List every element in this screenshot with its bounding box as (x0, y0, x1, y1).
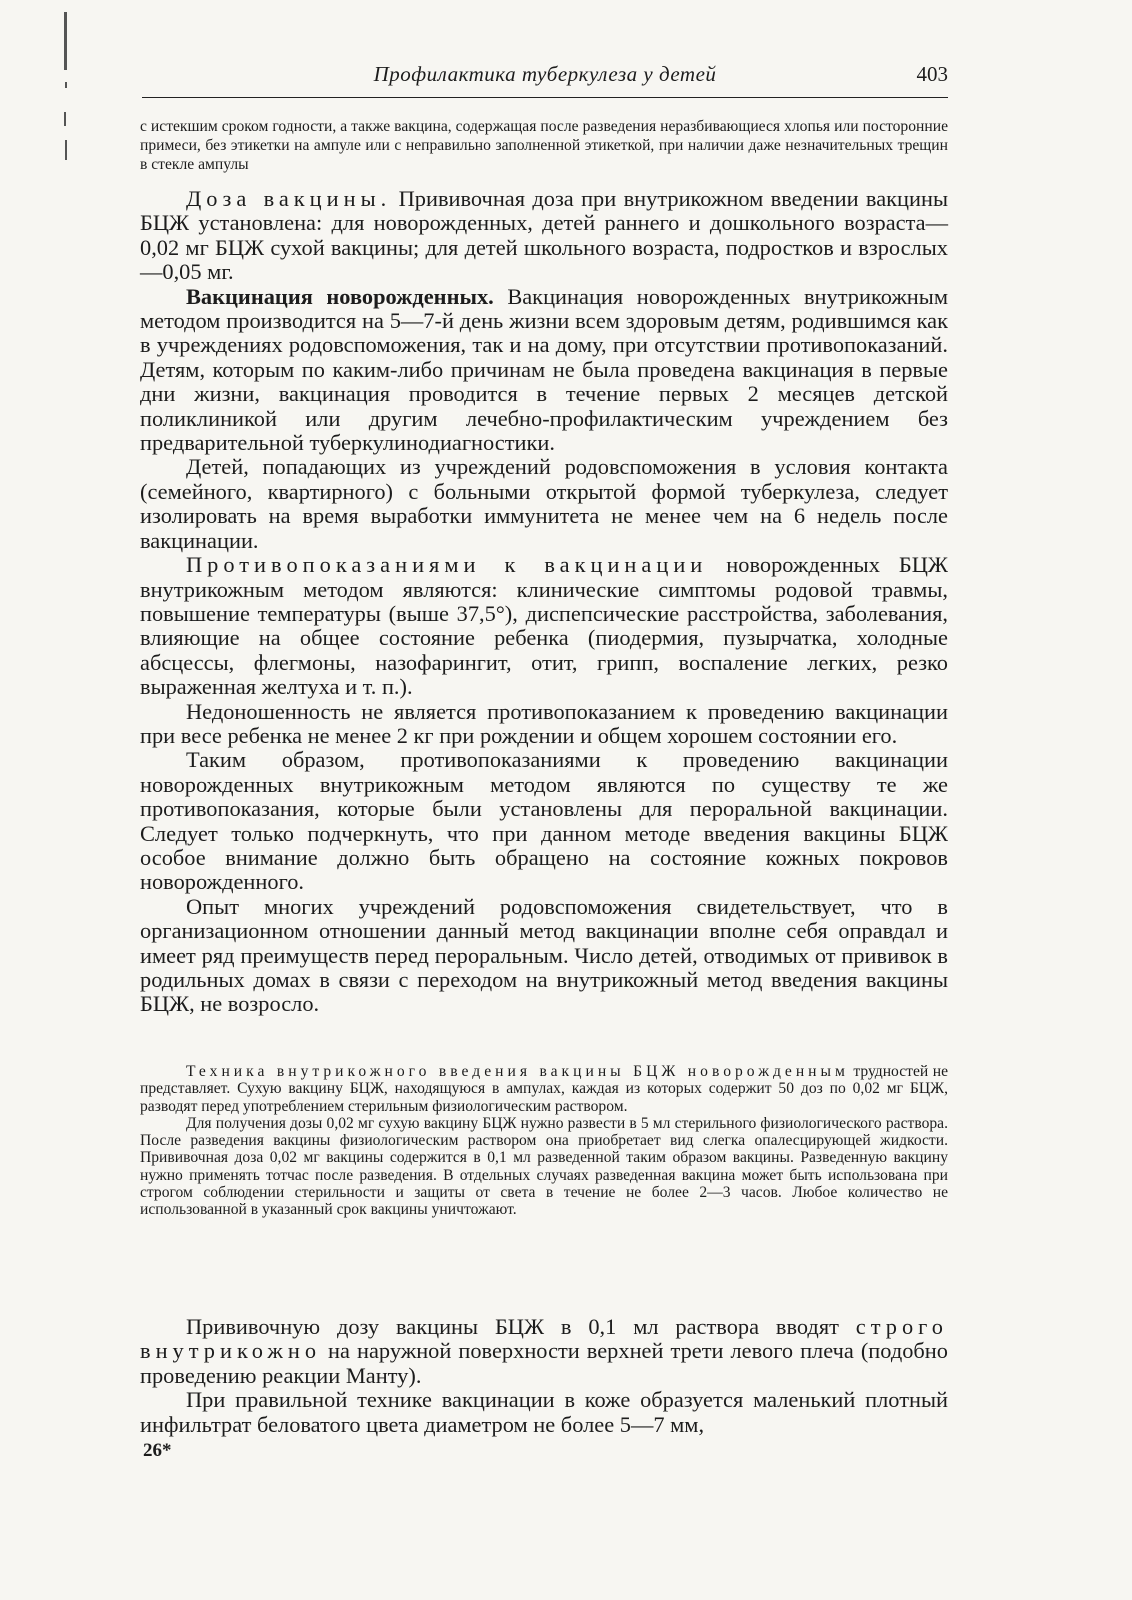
injection-emphasis: строго внутрикожно (140, 1314, 948, 1364)
premature-paragraph: Недоношенность не является противопоказанием к проведению вакцинации при весе ребенка не менее 2 кг при рождении и общем хорошем состоянии его. (140, 698, 948, 748)
newborn-paragraph (140, 285, 948, 456)
main-body (140, 187, 948, 1017)
running-title: Профилактика туберкулеза у детей (373, 62, 717, 86)
dose-paragraph (140, 187, 948, 285)
injection-text-after: на наружной поверхности верхней трети левого плеча (подобно проведению реакции Манту). (140, 1338, 948, 1388)
infiltrate-paragraph: При правильной технике вакцинации в коже образуется маленький плотный инфильтрат беловатого цвета диаметром не более 5—7 мм, (140, 1387, 948, 1437)
dose-heading: Доза вакцины. (186, 186, 392, 211)
technique-heading: Техника внутрикожного введения вакцины БЦЖ новорожденным (186, 1063, 849, 1080)
top-paragraph: с истекшим сроком годности, а также вакцина, содержащая после разведения неразбивающиеся хлопья или посторонние примеси, без этикетки на ампуле или с неправильно заполненной этикеткой, при наличии даже незначительных трещин в стекле ампулы (140, 118, 948, 173)
signature-mark: 26* (143, 1440, 172, 1461)
dilution-paragraph: Для получения дозы 0,02 мг сухую вакцину БЦЖ нужно развести в 5 мл стерильного физиологического раствора. После разведения вакцины физиологическим раствором она приобретает вид слегка опалесцирующей жидкости. Прививочная доза 0,02 мг вакцины содержится в 0,1 мл разведенной таким образом вакцины. Разведенную вакцину нужно применять тотчас после разведения. В отдельных случаях разведенная вакцина может быть использована при строгом соблюдении стерильности и защиты от света в течение не более 2—3 часов. Любое количество не использованной в указанный срок вакцины уничтожают. (140, 1114, 948, 1219)
page-header (142, 62, 948, 96)
newborn-text: Вакцинация новорожденных внутрикожным методом производится на 5—7-й день жизни всем здоровым детям, родившимся как в учреждениях родовспоможения, так и на дому, при отсутствии противопоказаний. Детям, которым по каким-либо причинам не была проведена вакцинация в первые дни жизни, вакцинация проводится в течение первых 2 месяцев детской поликлиникой или другим лечебно-профилактическим учреждением без предварительной туберкулинодиагностики. (140, 283, 948, 456)
lower-body (140, 1315, 948, 1437)
header-rule (142, 97, 948, 98)
contra-paragraph (140, 553, 948, 699)
injection-text-before: Прививочную дозу вакцины БЦЖ в 0,1 мл раствора вводят (186, 1314, 856, 1339)
summary-paragraph: Таким образом, противопоказаниями к проведению вакцинации новорожденных внутрикожным методом являются по существу те же противопоказания, которые были установлены для пероральной вакцинации. Следует только подчеркнуть, что при данном методе введения вакцины БЦЖ особое внимание должно быть обращено на состояние кожных покровов новорожденного. (140, 747, 948, 895)
experience-paragraph: Опыт многих учреждений родовспоможения свидетельствует, что в организационном отношении данный метод вакцинации вполне себя оправдал и имеет ряд преимуществ перед пероральным. Число детей, отводимых от прививок в родильных домах в связи с переходом на внутрикожный метод введения вакцины БЦЖ, не возросло. (140, 893, 948, 1017)
top-paragraph-block (140, 117, 948, 174)
scan-margin-marks (58, 12, 78, 182)
technique-block (140, 1063, 948, 1219)
injection-paragraph (140, 1315, 948, 1388)
technique-text: трудностей не представляет. Сухую вакцину БЦЖ, находящуюся в ампулах, каждая из которых содержит 50 доз по 0,02 мг БЦЖ, разводят перед употреблением стерильным физиологическим раствором. (140, 1063, 948, 1115)
newborn-heading: Вакцинация новорожденных. (186, 283, 494, 309)
technique-paragraph (140, 1063, 948, 1115)
isolation-paragraph: Детей, попадающих из учреждений родовспоможения в условия контакта (семейного, квартирного) с больными открытой формой туберкулеза, следует изолировать на время выработки иммунитета не менее чем на 6 недель после вакцинации. (140, 454, 948, 553)
contra-text: новорожденных БЦЖ внутрикожным методом являются: клинические симптомы родовой травмы, повышение температуры (выше 37,5°), диспепсические расстройства, заболевания, влияющие на общее состояние ребенка (пиодермия, пузырчатка, холодные абсцессы, флегмоны, назофарингит, отит, грипп, воспаление легких, резко выраженная желтуха и т. п.). (140, 552, 948, 700)
page-number: 403 (916, 62, 948, 86)
dose-text: Прививочная доза при внутрикожном введении вакцины БЦЖ установлена: для новорожденных, детей раннего и дошкольного возраста—0,02 мг БЦЖ сухой вакцины; для детей школьного возраста, подростков и взрослых—0,05 мг. (140, 186, 949, 285)
contra-heading: Противопоказаниями к вакцинации (186, 552, 708, 578)
